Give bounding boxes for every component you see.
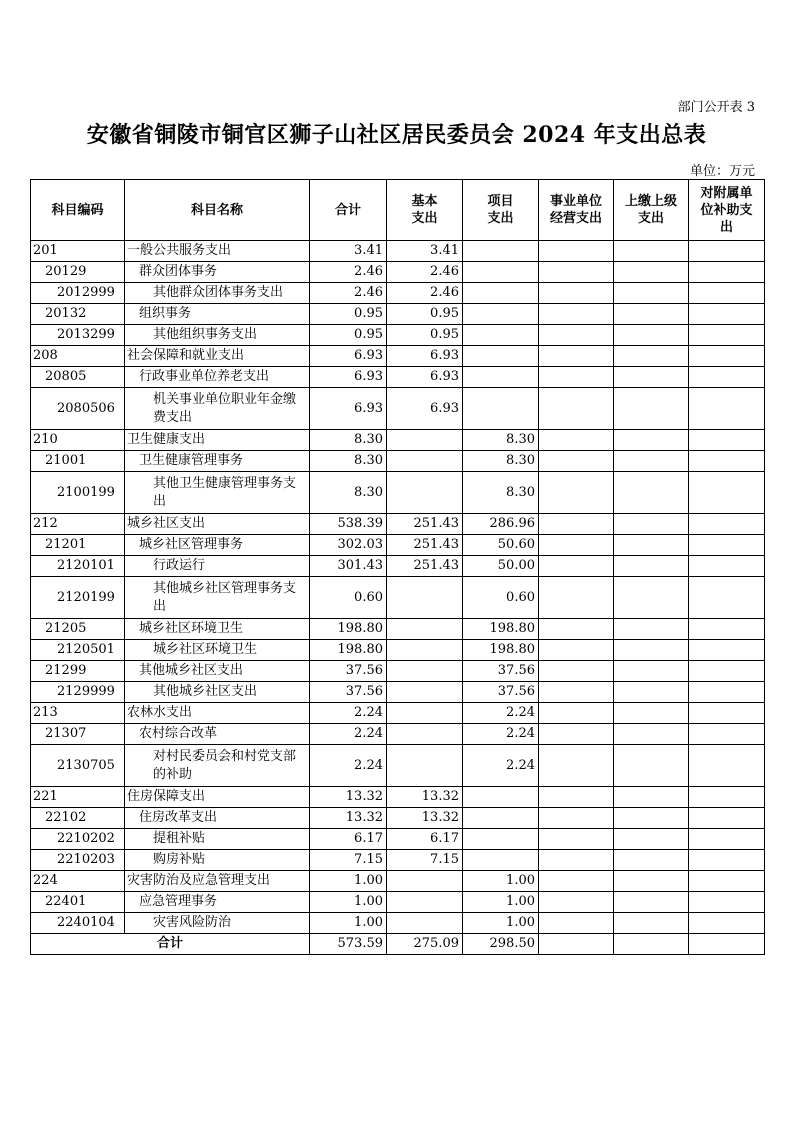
cell-business (539, 514, 614, 535)
cell-code: 2210202 (31, 829, 125, 850)
total-sum: 573.59 (310, 934, 387, 955)
cell-code: 2120101 (31, 556, 125, 577)
cell-subsidy (689, 283, 765, 304)
cell-project (463, 367, 539, 388)
table-row (31, 430, 765, 451)
cell-business (539, 619, 614, 640)
cell-project: 8.30 (463, 472, 539, 514)
cell-total: 8.30 (310, 472, 387, 514)
cell-business (539, 871, 614, 892)
cell-code: 2210203 (31, 850, 125, 871)
cell-basic: 13.32 (387, 787, 463, 808)
cell-upper (614, 472, 689, 514)
cell-business (539, 346, 614, 367)
cell-total: 0.60 (310, 577, 387, 619)
cell-total: 301.43 (310, 556, 387, 577)
cell-project (463, 283, 539, 304)
cell-upper (614, 724, 689, 745)
cell-upper (614, 871, 689, 892)
cell-basic (387, 451, 463, 472)
cell-project (463, 304, 539, 325)
table-row (31, 871, 765, 892)
table-row (31, 829, 765, 850)
cell-project: 2.24 (463, 724, 539, 745)
cell-subsidy (689, 913, 765, 934)
cell-total: 6.93 (310, 388, 387, 430)
cell-name: 农林水支出 (125, 703, 310, 724)
table-row (31, 388, 765, 430)
header-total: 合计 (310, 180, 387, 241)
cell-code: 22102 (31, 808, 125, 829)
table-row (31, 892, 765, 913)
cell-upper (614, 787, 689, 808)
cell-total: 6.17 (310, 829, 387, 850)
cell-name: 行政运行 (125, 556, 310, 577)
cell-upper (614, 346, 689, 367)
cell-business (539, 472, 614, 514)
cell-subsidy (689, 892, 765, 913)
cell-upper (614, 892, 689, 913)
cell-subsidy (689, 745, 765, 787)
cell-basic (387, 661, 463, 682)
cell-code: 20805 (31, 367, 125, 388)
cell-name: 组织事务 (125, 304, 310, 325)
cell-total: 1.00 (310, 892, 387, 913)
cell-upper (614, 913, 689, 934)
cell-business (539, 808, 614, 829)
cell-name: 城乡社区支出 (125, 514, 310, 535)
cell-subsidy (689, 661, 765, 682)
cell-subsidy (689, 346, 765, 367)
header-row (31, 180, 765, 241)
cell-upper (614, 283, 689, 304)
cell-business (539, 892, 614, 913)
cell-project: 286.96 (463, 514, 539, 535)
cell-subsidy (689, 241, 765, 262)
header-name: 科目名称 (125, 180, 310, 241)
cell-basic (387, 913, 463, 934)
page-title: 安徽省铜陵市铜官区狮子山社区居民委员会 2024 年支出总表 (86, 122, 707, 148)
header-project: 项目 支出 (463, 180, 539, 241)
cell-project: 2.24 (463, 745, 539, 787)
cell-name: 群众团体事务 (125, 262, 310, 283)
table-row (31, 745, 765, 787)
cell-name: 行政事业单位养老支出 (125, 367, 310, 388)
table-row (31, 283, 765, 304)
cell-business (539, 850, 614, 871)
cell-total: 6.93 (310, 367, 387, 388)
cell-subsidy (689, 556, 765, 577)
cell-total: 302.03 (310, 535, 387, 556)
cell-subsidy (689, 262, 765, 283)
cell-business (539, 577, 614, 619)
total-basic: 275.09 (387, 934, 463, 955)
cell-project (463, 829, 539, 850)
cell-name: 城乡社区环境卫生 (125, 640, 310, 661)
cell-total: 2.24 (310, 703, 387, 724)
cell-code: 21299 (31, 661, 125, 682)
cell-total: 198.80 (310, 640, 387, 661)
cell-subsidy (689, 325, 765, 346)
cell-project (463, 241, 539, 262)
cell-upper (614, 535, 689, 556)
cell-subsidy (689, 871, 765, 892)
cell-name: 城乡社区管理事务 (125, 535, 310, 556)
table-row (31, 808, 765, 829)
cell-basic: 251.43 (387, 556, 463, 577)
cell-basic (387, 619, 463, 640)
cell-business (539, 661, 614, 682)
cell-subsidy (689, 535, 765, 556)
cell-total: 37.56 (310, 682, 387, 703)
cell-total: 2.46 (310, 283, 387, 304)
cell-code: 201 (31, 241, 125, 262)
cell-business (539, 703, 614, 724)
cell-upper (614, 619, 689, 640)
cell-basic: 251.43 (387, 535, 463, 556)
cell-code: 2129999 (31, 682, 125, 703)
cell-business (539, 304, 614, 325)
cell-business (539, 262, 614, 283)
cell-total: 37.56 (310, 661, 387, 682)
cell-business (539, 535, 614, 556)
cell-name: 购房补贴 (125, 850, 310, 871)
cell-code: 212 (31, 514, 125, 535)
cell-name: 一般公共服务支出 (125, 241, 310, 262)
cell-basic (387, 430, 463, 451)
cell-basic: 13.32 (387, 808, 463, 829)
cell-code: 21001 (31, 451, 125, 472)
cell-subsidy (689, 808, 765, 829)
cell-upper (614, 241, 689, 262)
cell-name: 其他城乡社区支出 (125, 682, 310, 703)
table-number-label: 部门公开表 3 (677, 100, 755, 115)
cell-basic (387, 724, 463, 745)
cell-basic (387, 871, 463, 892)
cell-basic: 3.41 (387, 241, 463, 262)
header-code: 科目编码 (31, 180, 125, 241)
cell-code: 20132 (31, 304, 125, 325)
cell-name: 城乡社区环境卫生 (125, 619, 310, 640)
cell-basic (387, 682, 463, 703)
cell-upper (614, 577, 689, 619)
cell-total: 3.41 (310, 241, 387, 262)
cell-subsidy (689, 787, 765, 808)
cell-upper (614, 430, 689, 451)
cell-upper (614, 640, 689, 661)
cell-business (539, 556, 614, 577)
cell-project: 198.80 (463, 640, 539, 661)
cell-business (539, 367, 614, 388)
cell-business (539, 451, 614, 472)
cell-upper (614, 745, 689, 787)
table-row (31, 325, 765, 346)
cell-project (463, 262, 539, 283)
cell-code: 213 (31, 703, 125, 724)
table-row (31, 262, 765, 283)
table-row (31, 787, 765, 808)
cell-total: 2.24 (310, 745, 387, 787)
cell-code: 221 (31, 787, 125, 808)
cell-name: 其他城乡社区管理事务支出 (125, 577, 310, 619)
cell-upper (614, 829, 689, 850)
cell-code: 20129 (31, 262, 125, 283)
cell-name: 卫生健康支出 (125, 430, 310, 451)
cell-basic: 2.46 (387, 262, 463, 283)
cell-total: 198.80 (310, 619, 387, 640)
cell-code: 21201 (31, 535, 125, 556)
cell-subsidy (689, 577, 765, 619)
cell-business (539, 682, 614, 703)
cell-upper (614, 703, 689, 724)
cell-project: 1.00 (463, 913, 539, 934)
cell-upper (614, 325, 689, 346)
cell-name: 其他群众团体事务支出 (125, 283, 310, 304)
cell-project: 8.30 (463, 430, 539, 451)
cell-upper (614, 556, 689, 577)
cell-subsidy (689, 703, 765, 724)
cell-total: 2.24 (310, 724, 387, 745)
cell-subsidy (689, 451, 765, 472)
cell-project (463, 850, 539, 871)
cell-code: 224 (31, 871, 125, 892)
cell-total: 0.95 (310, 325, 387, 346)
header-basic: 基本 支出 (387, 180, 463, 241)
cell-project: 1.00 (463, 892, 539, 913)
table-row (31, 682, 765, 703)
table-row (31, 577, 765, 619)
cell-upper (614, 850, 689, 871)
cell-name: 住房改革支出 (125, 808, 310, 829)
cell-basic: 6.93 (387, 367, 463, 388)
cell-code: 2120199 (31, 577, 125, 619)
cell-business (539, 913, 614, 934)
cell-business (539, 325, 614, 346)
cell-upper (614, 682, 689, 703)
cell-project: 37.56 (463, 682, 539, 703)
table-row (31, 703, 765, 724)
cell-basic: 7.15 (387, 850, 463, 871)
table-row (31, 661, 765, 682)
cell-project (463, 808, 539, 829)
table-row (31, 535, 765, 556)
table-row (31, 472, 765, 514)
cell-upper (614, 367, 689, 388)
cell-basic (387, 745, 463, 787)
table-row (31, 367, 765, 388)
cell-basic: 6.17 (387, 829, 463, 850)
cell-subsidy (689, 367, 765, 388)
cell-upper (614, 661, 689, 682)
cell-subsidy (689, 682, 765, 703)
total-row (31, 934, 765, 955)
cell-project: 8.30 (463, 451, 539, 472)
cell-subsidy (689, 829, 765, 850)
cell-name: 卫生健康管理事务 (125, 451, 310, 472)
cell-name: 其他组织事务支出 (125, 325, 310, 346)
cell-code: 208 (31, 346, 125, 367)
cell-total: 13.32 (310, 787, 387, 808)
table-row (31, 724, 765, 745)
cell-code: 2120501 (31, 640, 125, 661)
cell-project (463, 325, 539, 346)
cell-code: 2013299 (31, 325, 125, 346)
cell-project: 37.56 (463, 661, 539, 682)
cell-business (539, 430, 614, 451)
cell-upper (614, 388, 689, 430)
cell-basic: 251.43 (387, 514, 463, 535)
cell-project: 50.00 (463, 556, 539, 577)
cell-project (463, 787, 539, 808)
cell-name: 住房保障支出 (125, 787, 310, 808)
cell-subsidy (689, 724, 765, 745)
cell-project (463, 346, 539, 367)
cell-total: 2.46 (310, 262, 387, 283)
cell-name: 提租补贴 (125, 829, 310, 850)
cell-code: 2080506 (31, 388, 125, 430)
cell-code: 21307 (31, 724, 125, 745)
cell-code: 2130705 (31, 745, 125, 787)
expenditure-table (30, 179, 765, 955)
cell-name: 对村民委员会和村党支部的补助 (125, 745, 310, 787)
cell-project: 2.24 (463, 703, 539, 724)
unit-label: 单位：万元 (689, 164, 755, 179)
total-subsidy (689, 934, 765, 955)
cell-total: 8.30 (310, 430, 387, 451)
table-row (31, 346, 765, 367)
cell-subsidy (689, 430, 765, 451)
cell-total: 6.93 (310, 346, 387, 367)
cell-basic: 2.46 (387, 283, 463, 304)
cell-basic: 0.95 (387, 304, 463, 325)
cell-project: 0.60 (463, 577, 539, 619)
total-business (539, 934, 614, 955)
cell-subsidy (689, 304, 765, 325)
cell-code: 2100199 (31, 472, 125, 514)
cell-business (539, 283, 614, 304)
header-upper: 上缴上级 支出 (614, 180, 689, 241)
table-body (31, 241, 765, 934)
cell-project: 198.80 (463, 619, 539, 640)
cell-name: 社会保障和就业支出 (125, 346, 310, 367)
total-label: 合计 (31, 934, 310, 955)
cell-code: 21205 (31, 619, 125, 640)
total-upper (614, 934, 689, 955)
cell-basic: 0.95 (387, 325, 463, 346)
cell-subsidy (689, 472, 765, 514)
cell-upper (614, 451, 689, 472)
total-project: 298.50 (463, 934, 539, 955)
cell-subsidy (689, 514, 765, 535)
cell-basic (387, 577, 463, 619)
cell-name: 其他城乡社区支出 (125, 661, 310, 682)
header-business: 事业单位 经营支出 (539, 180, 614, 241)
cell-basic (387, 892, 463, 913)
table-row (31, 556, 765, 577)
table-row (31, 850, 765, 871)
cell-project: 50.60 (463, 535, 539, 556)
cell-total: 1.00 (310, 871, 387, 892)
table-row (31, 514, 765, 535)
cell-name: 应急管理事务 (125, 892, 310, 913)
cell-name: 农村综合改革 (125, 724, 310, 745)
table-row (31, 619, 765, 640)
cell-basic: 6.93 (387, 388, 463, 430)
table-row (31, 241, 765, 262)
cell-business (539, 724, 614, 745)
cell-project: 1.00 (463, 871, 539, 892)
cell-business (539, 745, 614, 787)
cell-total: 13.32 (310, 808, 387, 829)
cell-basic: 6.93 (387, 346, 463, 367)
cell-name: 其他卫生健康管理事务支出 (125, 472, 310, 514)
cell-total: 1.00 (310, 913, 387, 934)
cell-basic (387, 703, 463, 724)
cell-code: 2012999 (31, 283, 125, 304)
table-row (31, 304, 765, 325)
cell-business (539, 829, 614, 850)
cell-business (539, 388, 614, 430)
cell-code: 22401 (31, 892, 125, 913)
cell-total: 7.15 (310, 850, 387, 871)
cell-subsidy (689, 388, 765, 430)
table-row (31, 451, 765, 472)
cell-project (463, 388, 539, 430)
cell-total: 8.30 (310, 451, 387, 472)
cell-basic (387, 640, 463, 661)
cell-upper (614, 514, 689, 535)
table-row (31, 913, 765, 934)
cell-subsidy (689, 850, 765, 871)
cell-total: 0.95 (310, 304, 387, 325)
cell-business (539, 241, 614, 262)
cell-name: 灾害防治及应急管理支出 (125, 871, 310, 892)
cell-name: 机关事业单位职业年金缴费支出 (125, 388, 310, 430)
cell-subsidy (689, 619, 765, 640)
cell-business (539, 787, 614, 808)
cell-upper (614, 808, 689, 829)
header-subsidy: 对附属单 位补助支 出 (689, 180, 765, 241)
cell-business (539, 640, 614, 661)
cell-total: 538.39 (310, 514, 387, 535)
table-row (31, 640, 765, 661)
cell-name: 灾害风险防治 (125, 913, 310, 934)
cell-upper (614, 262, 689, 283)
cell-code: 210 (31, 430, 125, 451)
cell-upper (614, 304, 689, 325)
cell-code: 2240104 (31, 913, 125, 934)
cell-basic (387, 472, 463, 514)
cell-subsidy (689, 640, 765, 661)
